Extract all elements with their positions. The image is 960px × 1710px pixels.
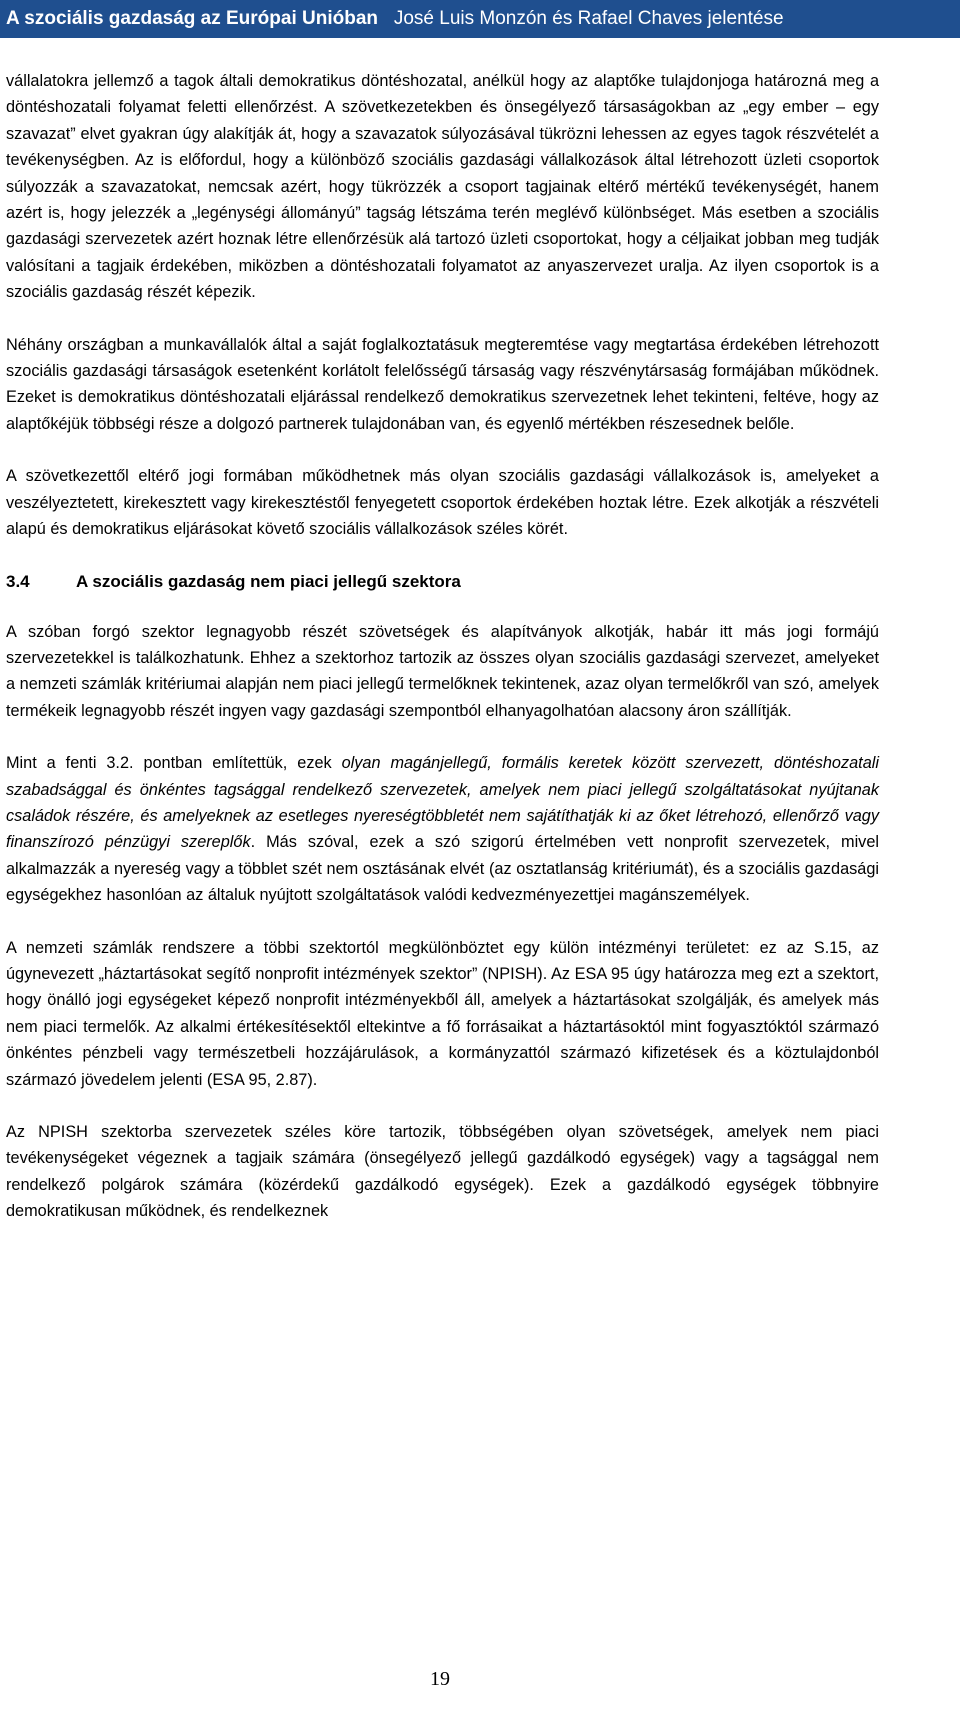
paragraph-6: A nemzeti számlák rendszere a többi szektortól megkülönböztet egy külön intézményi területet: ez az S.15, az úgynevezett „háztartásokat segítő nonprofit intézmények szektor” (NPISH). Az ESA 95 úgy határozza meg ezt a szektort, hogy önálló jogi egységeket képező nonprofit intézményekből áll, amelyek a háztartásokat szolgálják, és amelyek más nem piaci termelők. Az alkalmi értékesítésektől eltekintve a fő forrásaikat a háztartásoktól mint fogyasztóktól származó önkéntes pénzbeli vagy természetbeli hozzájárulások, a kormányzattól származó kifizetések és a köztulajdonból származó jövedelem jelenti (ESA 95, 2.87). (6, 938, 879, 1089)
paragraph-5 (6, 750, 879, 908)
paragraph-4: A szóban forgó szektor legnagyobb részét szövetségek és alapítványok alkotják, habár itt más jogi formájú szervezetekkel is találkozhatunk. Ehhez a szektorhoz tartozik az összes olyan szociális gazdasági szervezet, amelyeket a nemzeti számlák kritériumai alapján nem piaci jellegű termelőknek tekintenek, azaz olyan termelőkről van szó, amelyek termékeik legnagyobb részét ingyen vagy gazdasági szempontból elhanyagolhatóan alacsony áron szállítják. (6, 622, 879, 720)
section-title: A szociális gazdaság nem piaci jellegű szektora (76, 571, 461, 591)
paragraph-7: Az NPISH szektorba szervezetek széles köre tartozik, többségében olyan szövetségek, amelyek nem piaci tevékenységeket végeznek a tagjaik számára (önsegélyező jellegű gazdálkodó egységek) vagy a tagsággal nem rendelkező polgárok számára (közérdekű gazdálkodó egységek). Ezek a gazdálkodó egységek többnyire demokratikusan működnek, és rendelkeznek (6, 1123, 879, 1221)
section-heading (6, 569, 879, 595)
paragraph-3: A szövetkezettől eltérő jogi formában működhetnek más olyan szociális gazdasági vállalkozások is, amelyeket a veszélyeztetett, kirekesztett vagy kirekesztéstől fenyegetett csoportok érdekében hoztak létre. Ezek alkotják a részvételi alapú és demokratikus eljárásokat követő szociális vállalkozások széles körét. (6, 467, 879, 539)
header-separator (383, 8, 388, 29)
paragraph-5-italic: olyan magánjellegű, formális keretek között szervezett, döntéshozatali szabadsággal és önkéntes tagsággal rendelkező szervezetek, amelyek nem piaci jellegű szolgáltatásokat nyújtanak családok részére, és amelyeknek az esetleges nyereségtöbbletét nem sajátíthatják ki az őket létrehozó, ellenőrző vagy finanszírozó pénzügyi szereplők (6, 754, 879, 852)
page-content (6, 68, 879, 1251)
section-number: 3.4 (6, 571, 30, 591)
paragraph-2: Néhány országban a munkavállalók által a saját foglalkoztatásuk megteremtése vagy megtartása érdekében létrehozott szociális gazdasági társaságok esetenként korlátolt felelősségű társaság vagy részvénytársaság formájában működnek. Ezeket is demokratikus döntéshozatali eljárással rendelkező demokratikus szervezetnek lehet tekinteni, feltéve, hogy az alaptőkéjük többségi része a dolgozó partnerek tulajdonában van, és egyenlő mértékben részesednek belőle. (6, 335, 879, 433)
paragraph-5-rest: . Más szóval, ezek a szó szigorú értelmében vett nonprofit szervezetek, mivel alkalmazzák a nyereség vagy a többlet szét nem osztásának elvét (az osztatlanság kritériumát), és a szociális gazdasági egységekhez hasonlóan az általuk nyújtott szolgáltatások valódi kedvezményezettjei magánszemélyek. (6, 833, 879, 905)
running-header (0, 0, 960, 38)
paragraph-5-intro: Mint a fenti 3.2. pontban említettük, ezek (6, 754, 342, 773)
page-number: 19 (430, 1668, 450, 1690)
paragraph-1: vállalatokra jellemző a tagok általi demokratikus döntéshozatal, anélkül hogy az alaptőke tulajdonjoga határozná meg a döntéshozatali folyamat feletti ellenőrzést. A szövetkezetekben és önsegélyező társaságokban az „egy ember – egy szavazat” elvet gyakran úgy alakítják át, hogy a szavazatok súlyozásával tükrözni lehessen az egyes tagok részvételét a tevékenységben. Az is előfordul, hogy a különböző szociális gazdasági vállalkozások által létrehozott üzleti csoportok súlyozzák a szavazatokat, nemcsak azért, hogy tükrözzék a csoport tagjainak eltérő mértékű tevékenységét, hanem azért is, hogy jelezzék a „legénységi állományú” tagság létszáma terén meglévő különbséget. Más esetben a szociális gazdasági szervezetek azért hoznak létre ellenőrzésük alá tartozó üzleti csoportokat, hogy a céljaikat jobban meg tudják valósítani a tagjaik érdekében, miközben a döntéshozatali folyamatot az anyaszervezet uralja. Az ilyen csoportok is a szociális gazdaság részét képezik. (6, 72, 879, 302)
header-authors: José Luis Monzón és Rafael Chaves jelentése (393, 8, 784, 29)
header-title: A szociális gazdaság az Európai Unióban (6, 8, 378, 29)
